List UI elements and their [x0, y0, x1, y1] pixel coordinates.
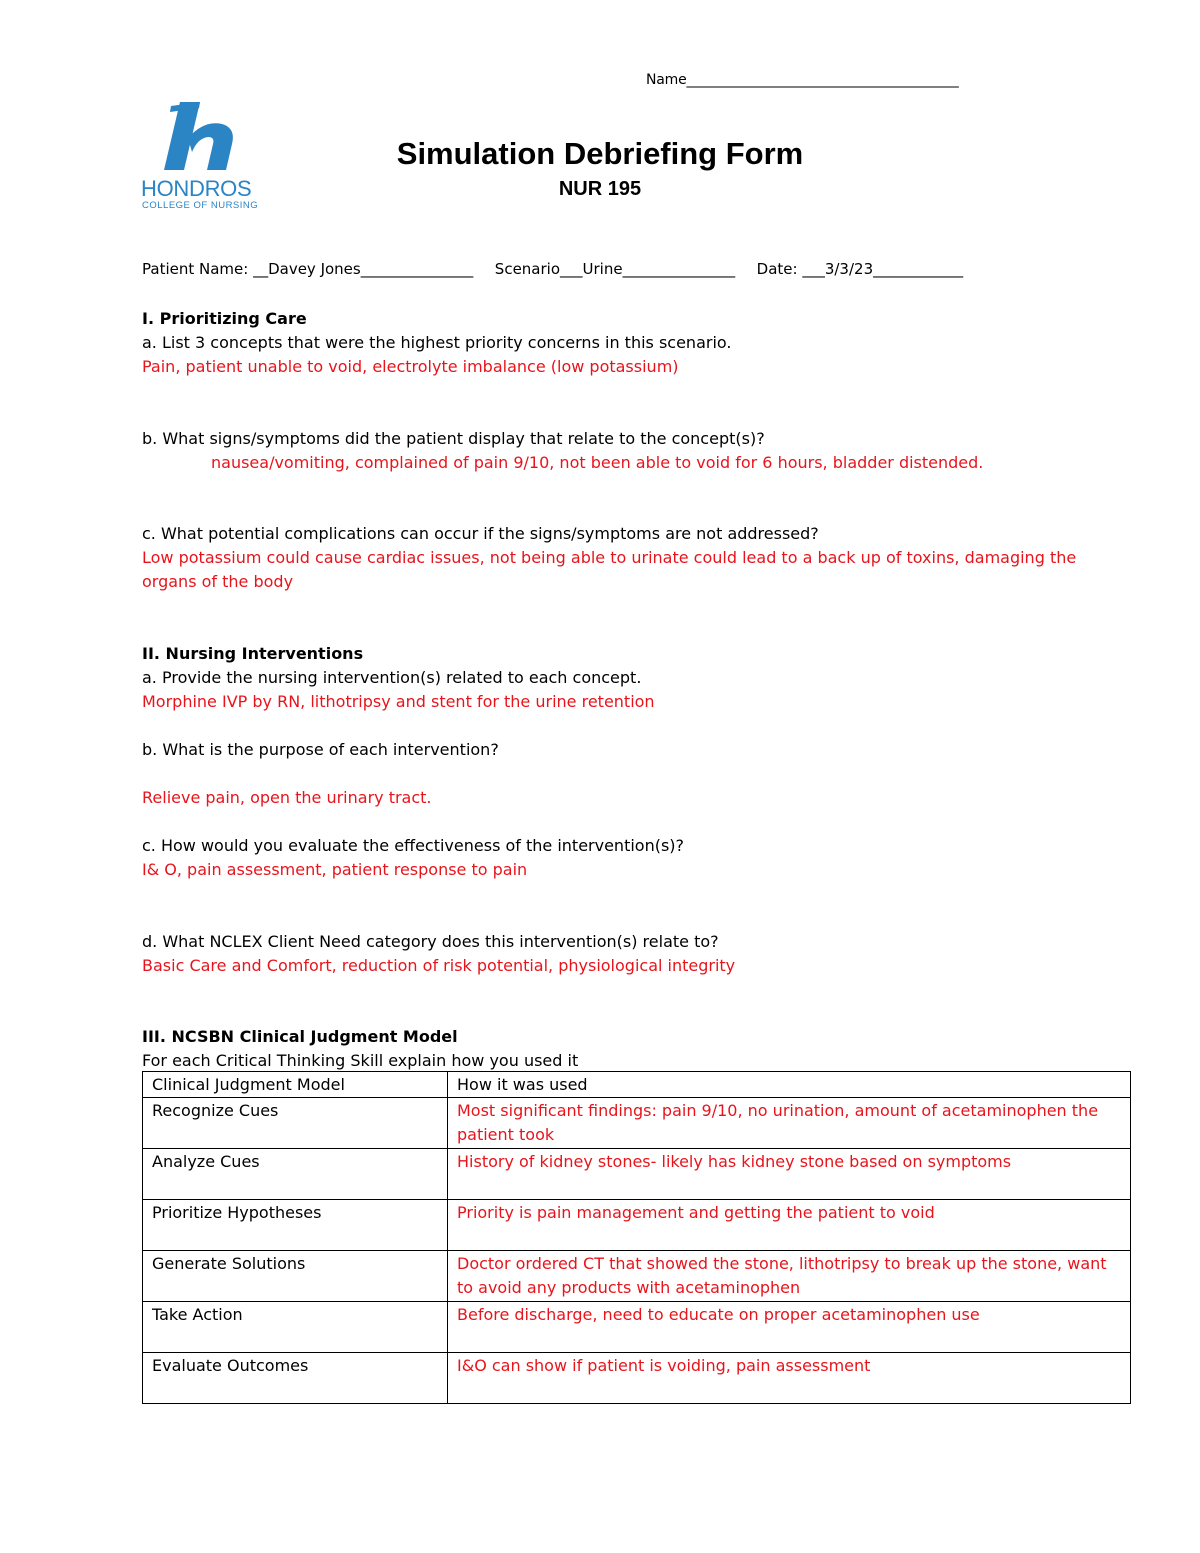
logo-tagline: COLLEGE OF NURSING: [142, 200, 259, 211]
logo-wordmark: HONDROS: [141, 176, 252, 201]
clinical-judgment-table: [142, 1071, 1131, 1404]
skill-cell: Take Action: [143, 1302, 448, 1353]
date-value: 3/3/23: [824, 260, 874, 278]
skill-cell: Generate Solutions: [143, 1251, 448, 1302]
skill-cell: Recognize Cues: [143, 1098, 448, 1149]
use-cell: I&O can show if patient is voiding, pain assessment: [448, 1353, 1131, 1404]
name-label: Name: [646, 72, 687, 88]
s2-question-b: b. What is the purpose of each intervention?: [142, 740, 499, 759]
skill-cell: Evaluate Outcomes: [143, 1353, 448, 1404]
table-row: [143, 1302, 1131, 1353]
use-cell: History of kidney stones- likely has kidney stone based on symptoms: [448, 1149, 1131, 1200]
s2-question-c: c. How would you evaluate the effectiveness of the intervention(s)?: [142, 836, 685, 855]
table-row: [143, 1200, 1131, 1251]
section-2-heading: II. Nursing Interventions: [142, 644, 364, 663]
scenario-value: Urine: [582, 260, 623, 278]
section-1-heading: I. Prioritizing Care: [142, 309, 307, 328]
s2-question-a: a. Provide the nursing intervention(s) related to each concept.: [142, 668, 642, 687]
patient-name-label: Patient Name: __: [142, 260, 269, 278]
skill-cell: Analyze Cues: [143, 1149, 448, 1200]
s1-answer-c-line1: Low potassium could cause cardiac issues, not being able to urinate could lead to a back up of toxins, damaging the: [142, 548, 1077, 567]
table-header-cell: How it was used: [448, 1072, 1131, 1098]
s2-answer-c: I& O, pain assessment, patient response to pain: [142, 860, 528, 879]
scenario-label: Scenario___: [494, 260, 583, 278]
s1-answer-c-line2: organs of the body: [142, 572, 294, 591]
s2-answer-d: Basic Care and Comfort, reduction of risk potential, physiological integrity: [142, 956, 736, 975]
page-title: Simulation Debriefing Form: [396, 136, 804, 171]
use-cell: Doctor ordered CT that showed the stone, lithotripsy to break up the stone, want to avoid any products with acetaminophen: [448, 1251, 1131, 1302]
s1-question-a: a. List 3 concepts that were the highest priority concerns in this scenario.: [142, 333, 732, 352]
patient-name-blank: _______________: [360, 260, 474, 278]
s2-answer-b: Relieve pain, open the urinary tract.: [142, 788, 432, 807]
use-cell: Before discharge, need to educate on proper acetaminophen use: [448, 1302, 1131, 1353]
skill-cell: Prioritize Hypotheses: [143, 1200, 448, 1251]
table-row: [143, 1251, 1131, 1302]
table-row: [143, 1098, 1131, 1149]
patient-name-value: Davey Jones: [268, 260, 361, 278]
table-header-cell: Clinical Judgment Model: [143, 1072, 448, 1098]
s1-question-b: b. What signs/symptoms did the patient display that relate to the concept(s)?: [142, 429, 765, 448]
table-row: [143, 1353, 1131, 1404]
use-cell: Priority is pain management and getting the patient to void: [448, 1200, 1131, 1251]
s1-answer-b: nausea/vomiting, complained of pain 9/10, not been able to void for 6 hours, bladder distended.: [211, 453, 984, 472]
table-header-row: [143, 1072, 1131, 1098]
s2-answer-a: Morphine IVP by RN, lithotripsy and stent for the urine retention: [142, 692, 655, 711]
section-3-intro: For each Critical Thinking Skill explain how you used it: [142, 1051, 579, 1070]
s1-answer-a: Pain, patient unable to void, electrolyte imbalance (low potassium): [142, 357, 679, 376]
scenario-blank: _______________: [622, 260, 736, 278]
s2-question-d: d. What NCLEX Client Need category does this intervention(s) relate to?: [142, 932, 719, 951]
use-cell: Most significant findings: pain 9/10, no urination, amount of acetaminophen the patient took: [448, 1098, 1131, 1149]
date-label: Date: ___: [756, 260, 825, 278]
table-row: [143, 1149, 1131, 1200]
name-blank: ________________________________________: [686, 72, 959, 88]
section-3-heading: III. NCSBN Clinical Judgment Model: [142, 1027, 458, 1046]
date-blank: ____________: [873, 260, 964, 278]
course-code: NUR 195: [558, 178, 642, 200]
patient-info-row: [142, 260, 963, 278]
name-field: [646, 72, 959, 88]
s1-question-c: c. What potential complications can occur if the signs/symptoms are not addressed?: [142, 524, 819, 543]
